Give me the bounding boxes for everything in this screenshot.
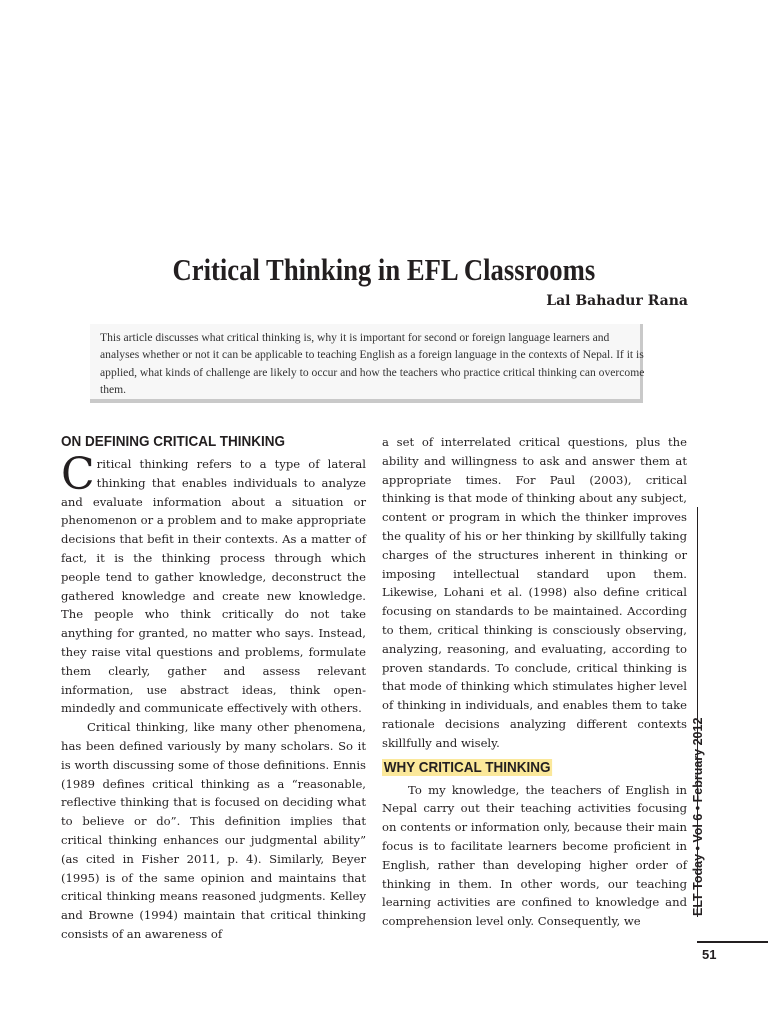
margin-rule-horizontal: [697, 941, 768, 943]
drop-cap: C: [61, 449, 95, 500]
section-heading-defining: ON DEFINING CRITICAL THINKING: [61, 433, 286, 450]
section-paragraph: Critical thinking, like many other phenomena, has been defined variously by many scholars. So it is worth discussing some of those definitions. Ennis (1989 defines critical thinking as a “reasonable, reflective thinking that is focused on deciding what to believe or do”. This definition implies that critical thinking enhances our judgmental ability” (as cited in Fisher 2011, p. 4). Similarly, Beyer (1995) is of the same opinion and maintains that critical thinking means reasoned judgments. Kelley and Browne (1994) maintain that critical thinking consists of an awareness of: [61, 720, 366, 941]
section-paragraph: [61, 449, 366, 718]
page-number: 51: [702, 947, 717, 962]
abstract-text: This article discusses what critical thinking is, why it is important for second or foreign language learners and analyses whether or not it can be applicable to teaching English as a foreign language in the contexts of Nepal. If it is applied, what kinds of challenge are likely to occur and how the teachers who practice critical thinking can overcome them.: [100, 331, 645, 396]
column-right: [382, 433, 687, 931]
journal-running-footer: ELT Today • Vol 6 • February 2012: [691, 717, 705, 916]
paragraph-text: ritical thinking refers to a type of lateral thinking that enables individuals to analyze and evaluate information about a situation or phenomenon or a problem and to make appropriate decisions that befit in their contexts. As a matter of fact, it is the thinking process through which people tend to gather knowledge, deconstruct the gathered knowledge and create new knowledge. The people who think critically do not take anything for granted, no matter who says. Instead, they raise vital questions and problems, formulate them clearly, gather and assess relevant information, use abstract ideas, think open-mindedly and communicate effectively with others.: [61, 457, 366, 716]
column-left: [61, 433, 366, 944]
section-heading-why: WHY CRITICAL THINKING: [383, 758, 551, 776]
article-author: Lal Bahadur Rana: [546, 293, 688, 309]
section-paragraph: To my knowledge, the teachers of English in Nepal carry out their teaching activities focusing on contents or information only, because their main focus is to facilitate learners become proficient in English, rather than developing higher order of thinking in them. In other words, our teaching learning activities are confined to knowledge and comprehension level only. Consequently, we: [382, 782, 687, 929]
article-title: Critical Thinking in EFL Classrooms: [172, 252, 596, 287]
section-paragraph-continued: a set of interrelated critical questions, plus the ability and willingness to ask and answer them at appropriate times. For Paul (2003), critical thinking is that mode of thinking about any subject, content or program in which the thinker improves the quality of his or her thinking by skillfully taking charges of the structures inherent in thinking or imposing intellectual standard upon them. Likewise, Lohani et al. (1998) also define critical focusing on standards to be maintained. According to them, critical thinking is consciously observing, analyzing, reasoning, and evaluating, according to proven standards. To conclude, critical thinking is that mode of thinking which stimulates higher level of thinking in individuals, and enables them to take rationale decisions analyzing different contexts skillfully and wisely.: [382, 435, 687, 750]
